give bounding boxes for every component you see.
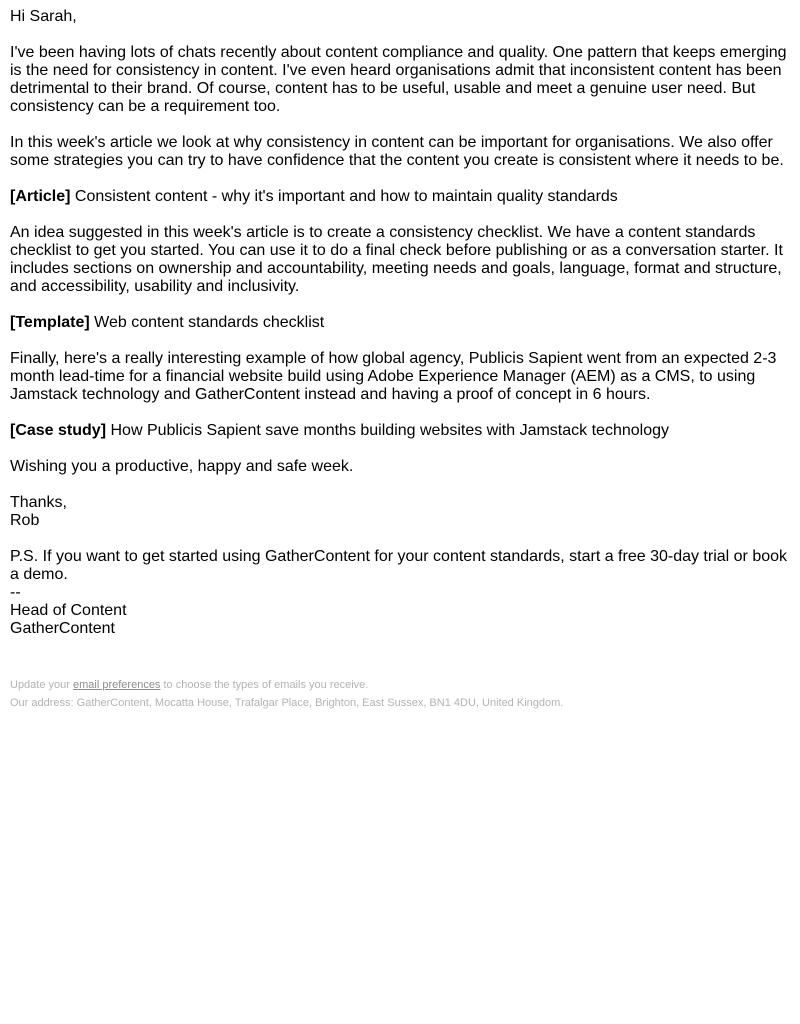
template-link-line[interactable]	[10, 314, 790, 332]
intro-paragraph: I've been having lots of chats recently about content compliance and quality. One pattern that keeps emerging is the need for consistency in content. I've even heard organisations admit that inconsistent content has been detrimental to their brand. Of course, content has to be useful, usable and meet a genuine user need. But consistency can be a requirement too.	[10, 44, 787, 115]
signature-block	[10, 584, 790, 638]
signature-separator: --	[10, 584, 21, 601]
signature-company: GatherContent	[10, 620, 115, 637]
ps-paragraph: P.S. If you want to get started using GatherContent for your content standards, start a free 30-day trial or book a demo.	[10, 548, 788, 583]
case-study-link[interactable]: How Publicis Sapient save months building websites with Jamstack technology	[110, 422, 669, 439]
preferences-after: to choose the types of emails you receive.	[163, 679, 369, 691]
template-tag: [Template]	[10, 314, 90, 331]
case-study-tag: [Case study]	[10, 422, 107, 439]
preferences-before: Update your	[10, 679, 70, 691]
wishes-paragraph: Wishing you a productive, happy and safe week.	[10, 458, 354, 475]
greeting: Hi Sarah,	[10, 8, 77, 25]
postal-address: Our address: GatherContent, Mocatta House, Trafalgar Place, Brighton, East Sussex, BN1 4DU, United Kingdom.	[10, 697, 564, 709]
signoff-name: Rob	[10, 512, 40, 529]
signature-role: Head of Content	[10, 602, 127, 619]
case-study-link-line[interactable]	[10, 422, 790, 440]
article-tag: [Article]	[10, 188, 71, 205]
case-intro-paragraph: Finally, here's a really interesting example of how global agency, Publicis Sapient went from an expected 2-3 month lead-time for a financial website build using Adobe Experience Manager (AEM) as a CMS, to using Jamstack technology and GatherContent instead and having a proof of concept in 6 hours.	[10, 350, 777, 403]
email-footer	[10, 676, 790, 712]
article-link[interactable]: Consistent content - why it's important and how to maintain quality standards	[74, 188, 618, 205]
checklist-paragraph: An idea suggested in this week's article is to create a consistency checklist. We have a content standards checklist to get you started. You can use it to do a final check before publishing or as a conversation starter. It includes sections on ownership and accountability, meeting needs and goals, language, format and structure, and accessibility, usability and inclusivity.	[10, 224, 783, 295]
article-link-line[interactable]	[10, 188, 790, 206]
signoff	[10, 494, 790, 530]
signoff-thanks: Thanks,	[10, 494, 67, 511]
preferences-line	[10, 676, 790, 694]
this-week-paragraph: In this week's article we look at why consistency in content can be important for organisations. We also offer some strategies you can try to have confidence that the content you create is consistent where it needs to be.	[10, 134, 784, 169]
email-preferences-link[interactable]: email preferences	[73, 679, 161, 691]
template-link[interactable]: Web content standards checklist	[94, 314, 325, 331]
